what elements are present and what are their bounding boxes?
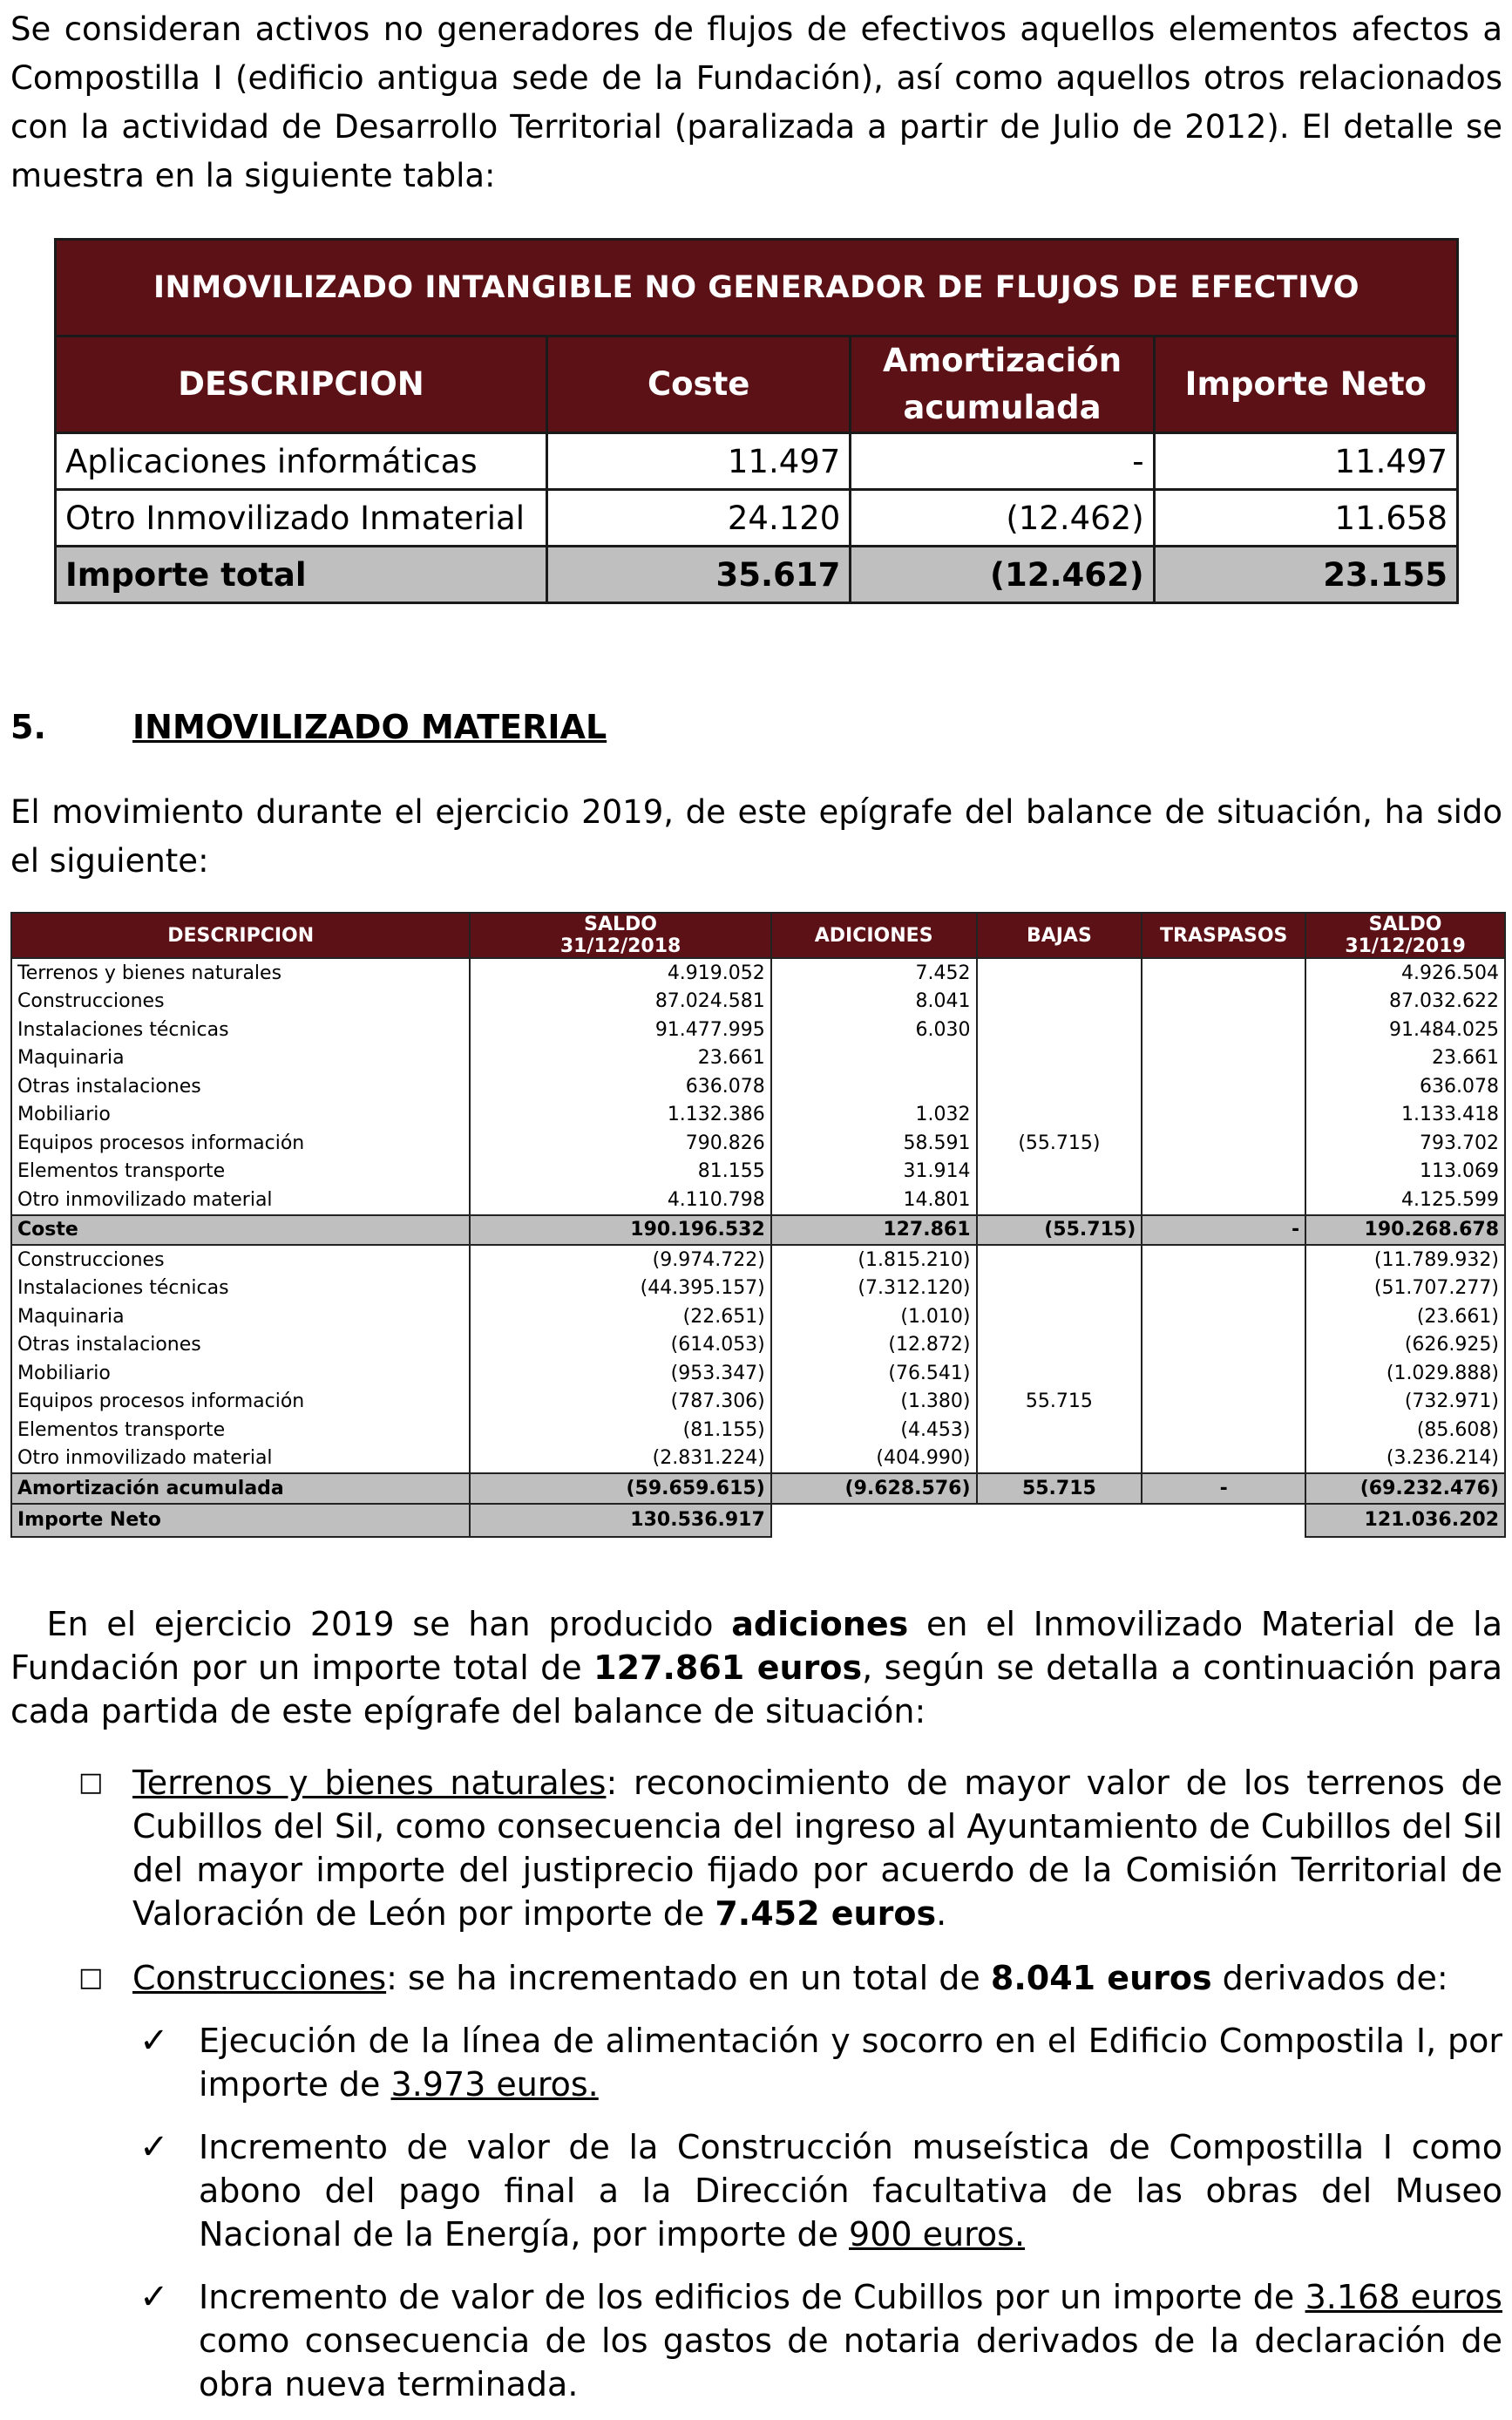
list-item: ✓ Ejecución de la línea de alimentación y socorro en el Edificio Compostila I, por importe de 3.973 euros. (139, 2021, 1502, 2104)
cell-value: (614.053) (470, 1331, 770, 1360)
cell-value (1142, 1186, 1305, 1215)
cell-value (977, 1158, 1142, 1186)
table-row (11, 1186, 1505, 1215)
cell-amort: (12.462) (851, 490, 1154, 547)
table-row (11, 1416, 1505, 1445)
cell-value: 55.715 (977, 1388, 1142, 1417)
cell-value: (44.395.157) (470, 1275, 770, 1303)
cell-value: 793.702 (1305, 1129, 1505, 1158)
cell-value (1142, 1445, 1305, 1474)
cell-desc: Instalaciones técnicas (11, 1275, 470, 1303)
list-item: ✓ Incremento de valor de la Construcción museística de Compostilla I como abono del pago final a la Dirección facultativa de las obras del Museo Nacional de la Energía, por importe de 900 euros. (139, 2127, 1502, 2253)
total-row (56, 547, 1458, 603)
cell-value (977, 958, 1142, 988)
table-row (11, 1101, 1505, 1130)
cell-value (1142, 988, 1305, 1016)
cell-value (1142, 1416, 1305, 1445)
table-row (11, 1331, 1505, 1360)
cell-value: 8.041 (771, 988, 977, 1016)
table-row (11, 988, 1505, 1016)
cell-value: 23.661 (470, 1044, 770, 1073)
cell-desc: Equipos procesos información (11, 1129, 470, 1158)
cell-desc: Construcciones (11, 988, 470, 1016)
cell-value (977, 988, 1142, 1016)
cell-value: (55.715) (977, 1129, 1142, 1158)
cell-neto: 11.497 (1154, 433, 1457, 490)
cell-coste: 24.120 (547, 490, 851, 547)
cell-neto: 23.155 (1154, 547, 1457, 603)
cell-value: 790.826 (470, 1129, 770, 1158)
col-header-adiciones: ADICIONES (771, 913, 977, 958)
cell-desc: Otras instalaciones (11, 1331, 470, 1360)
cell-value: (1.380) (771, 1388, 977, 1417)
table-row (56, 433, 1458, 490)
cell-value: 4.919.052 (470, 958, 770, 988)
table-row (11, 1129, 1505, 1158)
cell-value (1142, 1275, 1305, 1303)
cell-desc: Mobiliario (11, 1359, 470, 1388)
cell-amort: (12.462) (851, 547, 1154, 603)
cell-value: 113.069 (1305, 1158, 1505, 1186)
cell-value (977, 1245, 1142, 1275)
cell-value (977, 1044, 1142, 1073)
cell-desc: Otras instalaciones (11, 1072, 470, 1101)
cell-value: (11.789.932) (1305, 1245, 1505, 1275)
col-header-descripcion: DESCRIPCION (56, 336, 547, 433)
cell-value: 4.110.798 (470, 1186, 770, 1215)
cell-value: (76.541) (771, 1359, 977, 1388)
cell-value: (1.029.888) (1305, 1359, 1505, 1388)
cell-value (977, 1359, 1142, 1388)
cell-value (1142, 1388, 1305, 1417)
col-header-saldo-2018: SALDO 31/12/2018 (470, 913, 770, 958)
cell-desc: Aplicaciones informáticas (56, 433, 547, 490)
list-item: □ Terrenos y bienes naturales: reconocimiento de mayor valor de los terrenos de Cubillos del Sil, como consecuencia del ingreso al Ayuntamiento de Cubillos del Sil del mayor importe del justiprecio fijado por acuerdo de la Comisión Territorial de Valoración de León por importe de 7.452 euros. (10, 1761, 1502, 1935)
col-header-amortizacion: Amortización acumulada (851, 336, 1154, 433)
cell-value (1142, 1245, 1305, 1275)
cell-value (1142, 1016, 1305, 1044)
cell-desc: Equipos procesos información (11, 1388, 470, 1417)
list-item: ✓ Incremento de valor de los edificios de Cubillos por un importe de 3.168 euros como consecuencia de los gastos de notaria derivados de la declaración de obra nueva terminada. (139, 2277, 1502, 2403)
checkmark-icon: ✓ (139, 2127, 169, 2167)
table-row (56, 490, 1458, 547)
table-row (11, 1445, 1505, 1474)
table-row (11, 1158, 1505, 1186)
cell-value: (3.236.214) (1305, 1445, 1505, 1474)
cell-desc: Otro Inmovilizado Inmaterial (56, 490, 547, 547)
cell-coste: 35.617 (547, 547, 851, 603)
cell-value: (2.831.224) (470, 1445, 770, 1474)
cell-desc: Elementos transporte (11, 1158, 470, 1186)
cell-amort: - (851, 433, 1154, 490)
col-header-coste: Coste (547, 336, 851, 433)
cell-value (1142, 1129, 1305, 1158)
cell-value (1142, 1359, 1305, 1388)
cell-value (977, 1416, 1142, 1445)
cell-value: (9.974.722) (470, 1245, 770, 1275)
cell-value (1142, 1044, 1305, 1073)
intangible-table-title: INMOVILIZADO INTANGIBLE NO GENERADOR DE FLUJOS DE EFECTIVO (56, 240, 1458, 336)
cell-value (977, 1302, 1142, 1331)
col-header-bajas: BAJAS (977, 913, 1142, 958)
cell-coste: 11.497 (547, 433, 851, 490)
cell-value (977, 1275, 1142, 1303)
cell-value: 636.078 (1305, 1072, 1505, 1101)
cell-desc: Mobiliario (11, 1101, 470, 1130)
col-header-saldo-2019: SALDO 31/12/2019 (1305, 913, 1505, 958)
cell-value: 1.133.418 (1305, 1101, 1505, 1130)
cell-value: 4.125.599 (1305, 1186, 1505, 1215)
cell-value (977, 1186, 1142, 1215)
amortization-total-row: Amortización acumulada (59.659.615) (9.628.576) 55.715 - (69.232.476) (11, 1473, 1505, 1504)
table-row (11, 1072, 1505, 1101)
checkbox-bullet-icon: □ (78, 1962, 104, 1993)
col-header-importe-neto: Importe Neto (1154, 336, 1457, 433)
cell-value: (51.707.277) (1305, 1275, 1505, 1303)
cell-value (977, 1445, 1142, 1474)
section-intro-paragraph: El movimiento durante el ejercicio 2019, de este epígrafe del balance de situación, ha sido el siguiente: (10, 793, 1502, 880)
cell-value: 7.452 (771, 958, 977, 988)
cell-value: (85.608) (1305, 1416, 1505, 1445)
checkmark-icon: ✓ (139, 2021, 169, 2061)
cell-value: 58.591 (771, 1129, 977, 1158)
table-row (11, 958, 1505, 988)
section-number: 5. (10, 708, 46, 746)
checkmark-icon: ✓ (139, 2277, 169, 2317)
cell-value: 31.914 (771, 1158, 977, 1186)
cell-value (1142, 958, 1305, 988)
cell-value: 91.484.025 (1305, 1016, 1505, 1044)
table-row (11, 1359, 1505, 1388)
intangible-assets-table (54, 238, 1459, 604)
list-item: □ Construcciones: se ha incrementado en un total de 8.041 euros derivados de: (10, 1956, 1502, 2000)
cell-value (977, 1331, 1142, 1360)
cell-value (977, 1101, 1142, 1130)
cost-total-row: Coste 190.196.532 127.861 (55.715) - 190.268.678 (11, 1215, 1505, 1246)
cell-value: (23.661) (1305, 1302, 1505, 1331)
cell-value (1142, 1302, 1305, 1331)
additions-paragraph: En el ejercicio 2019 se han producido adiciones en el Inmovilizado Material de la Fundación por un importe total de 127.861 euros, según se detalla a continuación para cada partida de este epígrafe del balance de situación: (10, 1605, 1502, 1730)
cell-value: 636.078 (470, 1072, 770, 1101)
cell-value: (7.312.120) (771, 1275, 977, 1303)
cell-desc: Maquinaria (11, 1044, 470, 1073)
cell-value (771, 1072, 977, 1101)
cell-value: 1.032 (771, 1101, 977, 1130)
cell-desc: Importe total (56, 547, 547, 603)
section-heading (10, 708, 607, 746)
cell-value: 4.926.504 (1305, 958, 1505, 988)
cell-desc: Otro inmovilizado material (11, 1445, 470, 1474)
cell-value: 91.477.995 (470, 1016, 770, 1044)
cell-value: (787.306) (470, 1388, 770, 1417)
cell-desc: Otro inmovilizado material (11, 1186, 470, 1215)
cell-value: (81.155) (470, 1416, 770, 1445)
cell-value: (12.872) (771, 1331, 977, 1360)
cell-value: (404.990) (771, 1445, 977, 1474)
cell-value: 6.030 (771, 1016, 977, 1044)
cell-value: (732.971) (1305, 1388, 1505, 1417)
cell-value (977, 1016, 1142, 1044)
section-title: INMOVILIZADO MATERIAL (132, 708, 607, 746)
cell-value (771, 1044, 977, 1073)
cell-value: (1.815.210) (771, 1245, 977, 1275)
table-row (11, 1044, 1505, 1073)
cell-desc: Construcciones (11, 1245, 470, 1275)
table-row (11, 1388, 1505, 1417)
col-header-traspasos: TRASPASOS (1142, 913, 1305, 958)
table-row (11, 1302, 1505, 1331)
cell-value: 1.132.386 (470, 1101, 770, 1130)
cell-value: (22.651) (470, 1302, 770, 1331)
table-row (11, 1245, 1505, 1275)
cell-value: 87.024.581 (470, 988, 770, 1016)
cell-value (1142, 1101, 1305, 1130)
cell-value (1142, 1331, 1305, 1360)
cell-value: 81.155 (470, 1158, 770, 1186)
cell-desc: Elementos transporte (11, 1416, 470, 1445)
cell-value: 14.801 (771, 1186, 977, 1215)
cell-value (1142, 1072, 1305, 1101)
cell-value: (4.453) (771, 1416, 977, 1445)
cell-value (1142, 1158, 1305, 1186)
col-header-descripcion: DESCRIPCION (11, 913, 470, 958)
cell-value: 87.032.622 (1305, 988, 1505, 1016)
cell-desc: Terrenos y bienes naturales (11, 958, 470, 988)
cell-value: (953.347) (470, 1359, 770, 1388)
intro-paragraph: Se consideran activos no generadores de flujos de efectivos aquellos elementos afectos a Compostilla I (edificio antigua sede de la Fundación), así como aquellos otros relacionados con la actividad de Desarrollo Territorial (paralizada a partir de Julio de 2012). El detalle se muestra en la siguiente tabla: (10, 10, 1502, 194)
cell-value: 23.661 (1305, 1044, 1505, 1073)
net-total-row: Importe Neto 130.536.917 121.036.202 (11, 1504, 1505, 1537)
cell-neto: 11.658 (1154, 490, 1457, 547)
table-row (11, 1275, 1505, 1303)
cell-desc: Maquinaria (11, 1302, 470, 1331)
cell-value: (626.925) (1305, 1331, 1505, 1360)
table-row (11, 1016, 1505, 1044)
checkbox-bullet-icon: □ (78, 1767, 104, 1798)
cell-value: (1.010) (771, 1302, 977, 1331)
cell-desc: Instalaciones técnicas (11, 1016, 470, 1044)
material-assets-table (10, 912, 1506, 1538)
cell-value (977, 1072, 1142, 1101)
